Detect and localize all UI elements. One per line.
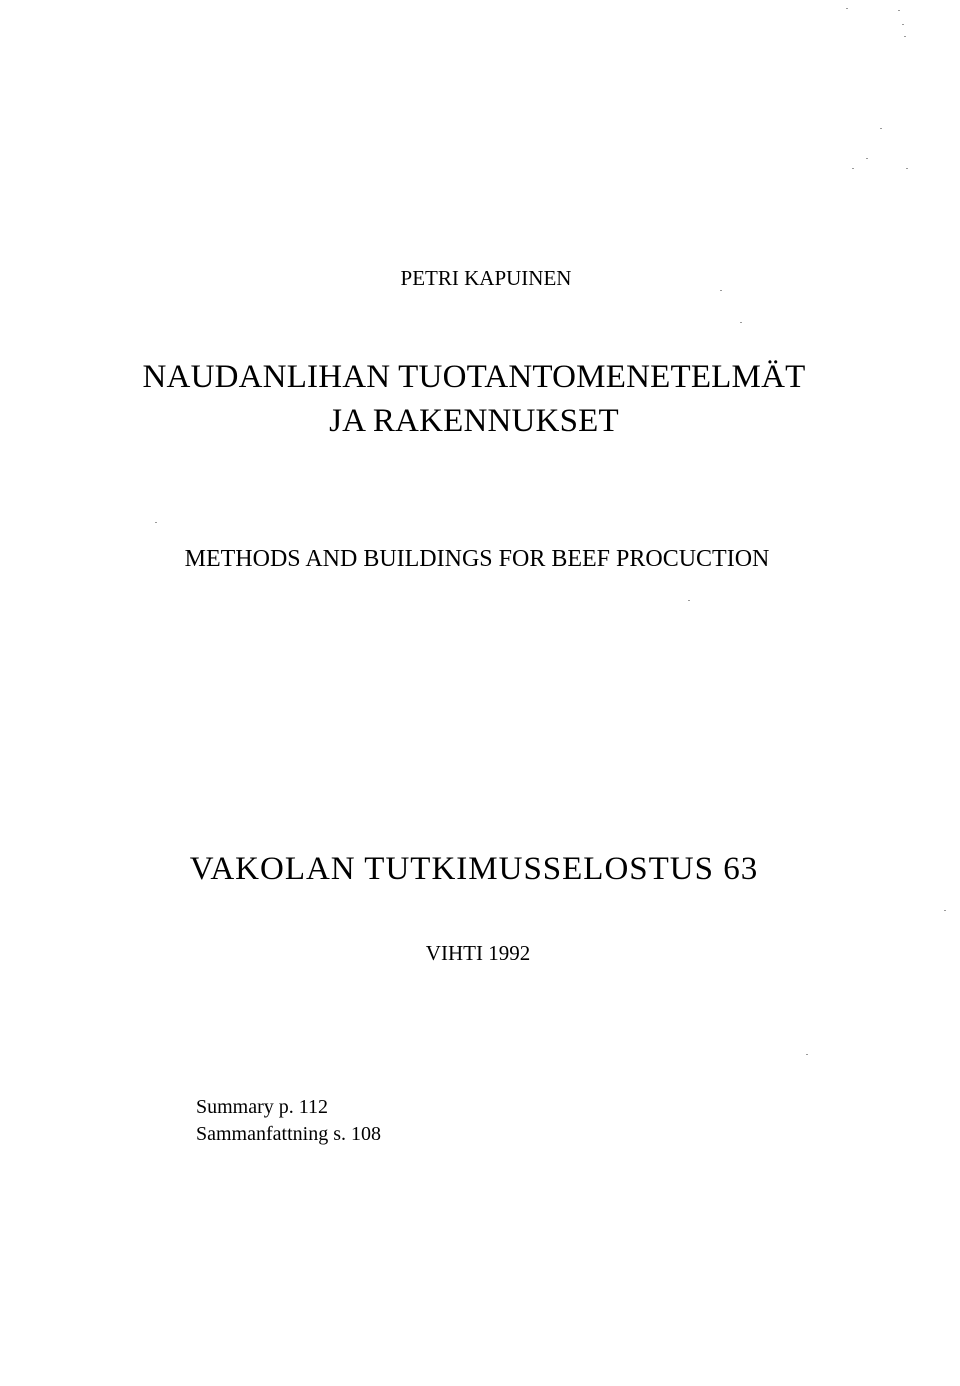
scan-speck xyxy=(155,522,157,523)
scan-speck xyxy=(904,36,906,37)
author-name: PETRI KAPUINEN xyxy=(400,266,572,290)
title-line-2: JA RAKENNUKSET xyxy=(329,403,619,439)
scan-speck xyxy=(866,158,868,159)
scan-speck xyxy=(806,1054,808,1055)
title-line-1: NAUDANLIHAN TUOTANTOMENETELMÄT xyxy=(142,359,806,395)
scan-speck xyxy=(720,290,722,291)
summary-references xyxy=(196,1097,381,1151)
scan-speck xyxy=(688,600,690,601)
english-subtitle: METHODS AND BUILDINGS FOR BEEF PROCUCTION xyxy=(184,546,770,572)
scan-speck xyxy=(852,168,854,169)
sammanfattning-ref: Sammanfattning s. 108 xyxy=(196,1123,381,1145)
scan-speck xyxy=(880,128,882,129)
scan-speck xyxy=(906,168,908,169)
scan-speck xyxy=(944,910,946,911)
place-year: VIHTI 1992 xyxy=(425,941,531,965)
summary-ref: Summary p. 112 xyxy=(196,1096,329,1118)
scan-speck xyxy=(740,322,742,323)
series-title: VAKOLAN TUTKIMUSSELOSTUS 63 xyxy=(189,851,759,887)
scan-speck xyxy=(898,10,900,11)
scan-speck xyxy=(902,24,904,25)
scan-speck xyxy=(846,8,848,9)
